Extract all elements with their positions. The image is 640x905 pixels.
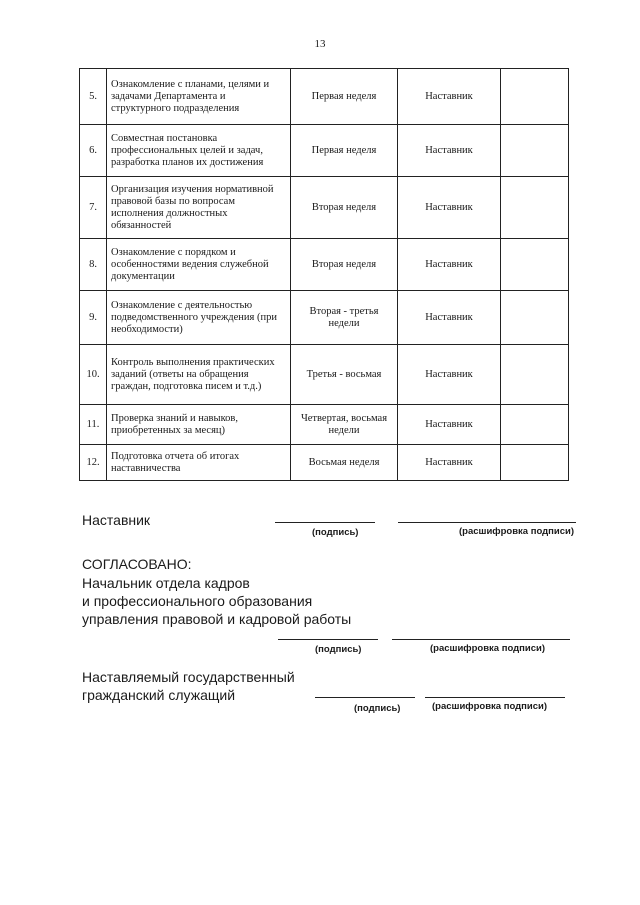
table-row [80, 291, 569, 345]
mark-cell [501, 445, 569, 481]
responsible-cell: Наставник [398, 345, 501, 405]
timing-cell: Вторая неделя [291, 239, 398, 291]
head-signature-line[interactable] [278, 639, 378, 640]
row-number: 6. [80, 125, 107, 177]
task-cell: Ознакомление с порядком и особенностями ведения служебной документации [107, 239, 291, 291]
head-title-line3: управления правовой и кадровой работы [82, 611, 352, 627]
table-row [80, 69, 569, 125]
timing-cell: Третья - восьмая [291, 345, 398, 405]
task-cell: Организация изучения нормативной правовой базы по вопросам исполнения должностных обязанностей [107, 177, 291, 239]
mentee-decoding-caption: (расшифровка подписи) [432, 701, 548, 712]
row-number: 9. [80, 291, 107, 345]
row-number: 11. [80, 405, 107, 445]
mark-cell [501, 291, 569, 345]
mark-cell [501, 345, 569, 405]
task-cell: Проверка знаний и навыков, приобретенных за месяц) [107, 405, 291, 445]
responsible-cell: Наставник [398, 69, 501, 125]
mentee-signature-line[interactable] [315, 697, 415, 698]
responsible-cell: Наставник [398, 445, 501, 481]
responsible-cell: Наставник [398, 291, 501, 345]
mark-cell [501, 69, 569, 125]
mentee-title-line1: Наставляемый государственный [82, 669, 295, 685]
row-number: 5. [80, 69, 107, 125]
approved-label: СОГЛАСОВАНО: [82, 556, 192, 572]
mentor-signature-caption: (подпись) [312, 527, 359, 538]
page-number: 13 [314, 38, 326, 50]
mentee-decoding-line[interactable] [425, 697, 565, 698]
plan-table-body [80, 69, 569, 481]
mentee-signature-caption: (подпись) [354, 703, 401, 714]
task-cell: Ознакомление с планами, целями и задачами Департамента и структурного подразделения [107, 69, 291, 125]
row-number: 12. [80, 445, 107, 481]
table-row [80, 177, 569, 239]
row-number: 7. [80, 177, 107, 239]
mentor-label: Наставник [82, 512, 151, 528]
table-row [80, 445, 569, 481]
mentor-decoding-line[interactable] [398, 522, 576, 523]
mark-cell [501, 125, 569, 177]
mark-cell [501, 405, 569, 445]
responsible-cell: Наставник [398, 405, 501, 445]
timing-cell: Вторая - третья недели [291, 291, 398, 345]
task-cell: Контроль выполнения практических заданий (ответы на обращения граждан, подготовка писем и т.д.) [107, 345, 291, 405]
timing-cell: Первая неделя [291, 125, 398, 177]
table-row [80, 125, 569, 177]
row-number: 8. [80, 239, 107, 291]
task-cell: Ознакомление с деятельностью подведомственного учреждения (при необходимости) [107, 291, 291, 345]
head-decoding-line[interactable] [392, 639, 570, 640]
mentoring-plan-table [79, 68, 569, 481]
mark-cell [501, 239, 569, 291]
task-cell: Подготовка отчета об итогах наставничества [107, 445, 291, 481]
head-decoding-caption: (расшифровка подписи) [430, 643, 546, 654]
head-signature-caption: (подпись) [315, 644, 362, 655]
timing-cell: Первая неделя [291, 69, 398, 125]
head-title-line1: Начальник отдела кадров [82, 575, 250, 591]
mentee-title-line2: гражданский служащий [82, 687, 236, 703]
head-title-line2: и профессионального образования [82, 593, 313, 609]
mark-cell [501, 177, 569, 239]
timing-cell: Восьмая неделя [291, 445, 398, 481]
responsible-cell: Наставник [398, 177, 501, 239]
timing-cell: Вторая неделя [291, 177, 398, 239]
mentor-decoding-caption: (расшифровка подписи) [459, 526, 575, 537]
responsible-cell: Наставник [398, 239, 501, 291]
mentor-signature-line[interactable] [275, 522, 375, 523]
responsible-cell: Наставник [398, 125, 501, 177]
table-row [80, 405, 569, 445]
table-row [80, 345, 569, 405]
table-row [80, 239, 569, 291]
task-cell: Совместная постановка профессиональных целей и задач, разработка планов их достижения [107, 125, 291, 177]
row-number: 10. [80, 345, 107, 405]
timing-cell: Четвертая, восьмая недели [291, 405, 398, 445]
